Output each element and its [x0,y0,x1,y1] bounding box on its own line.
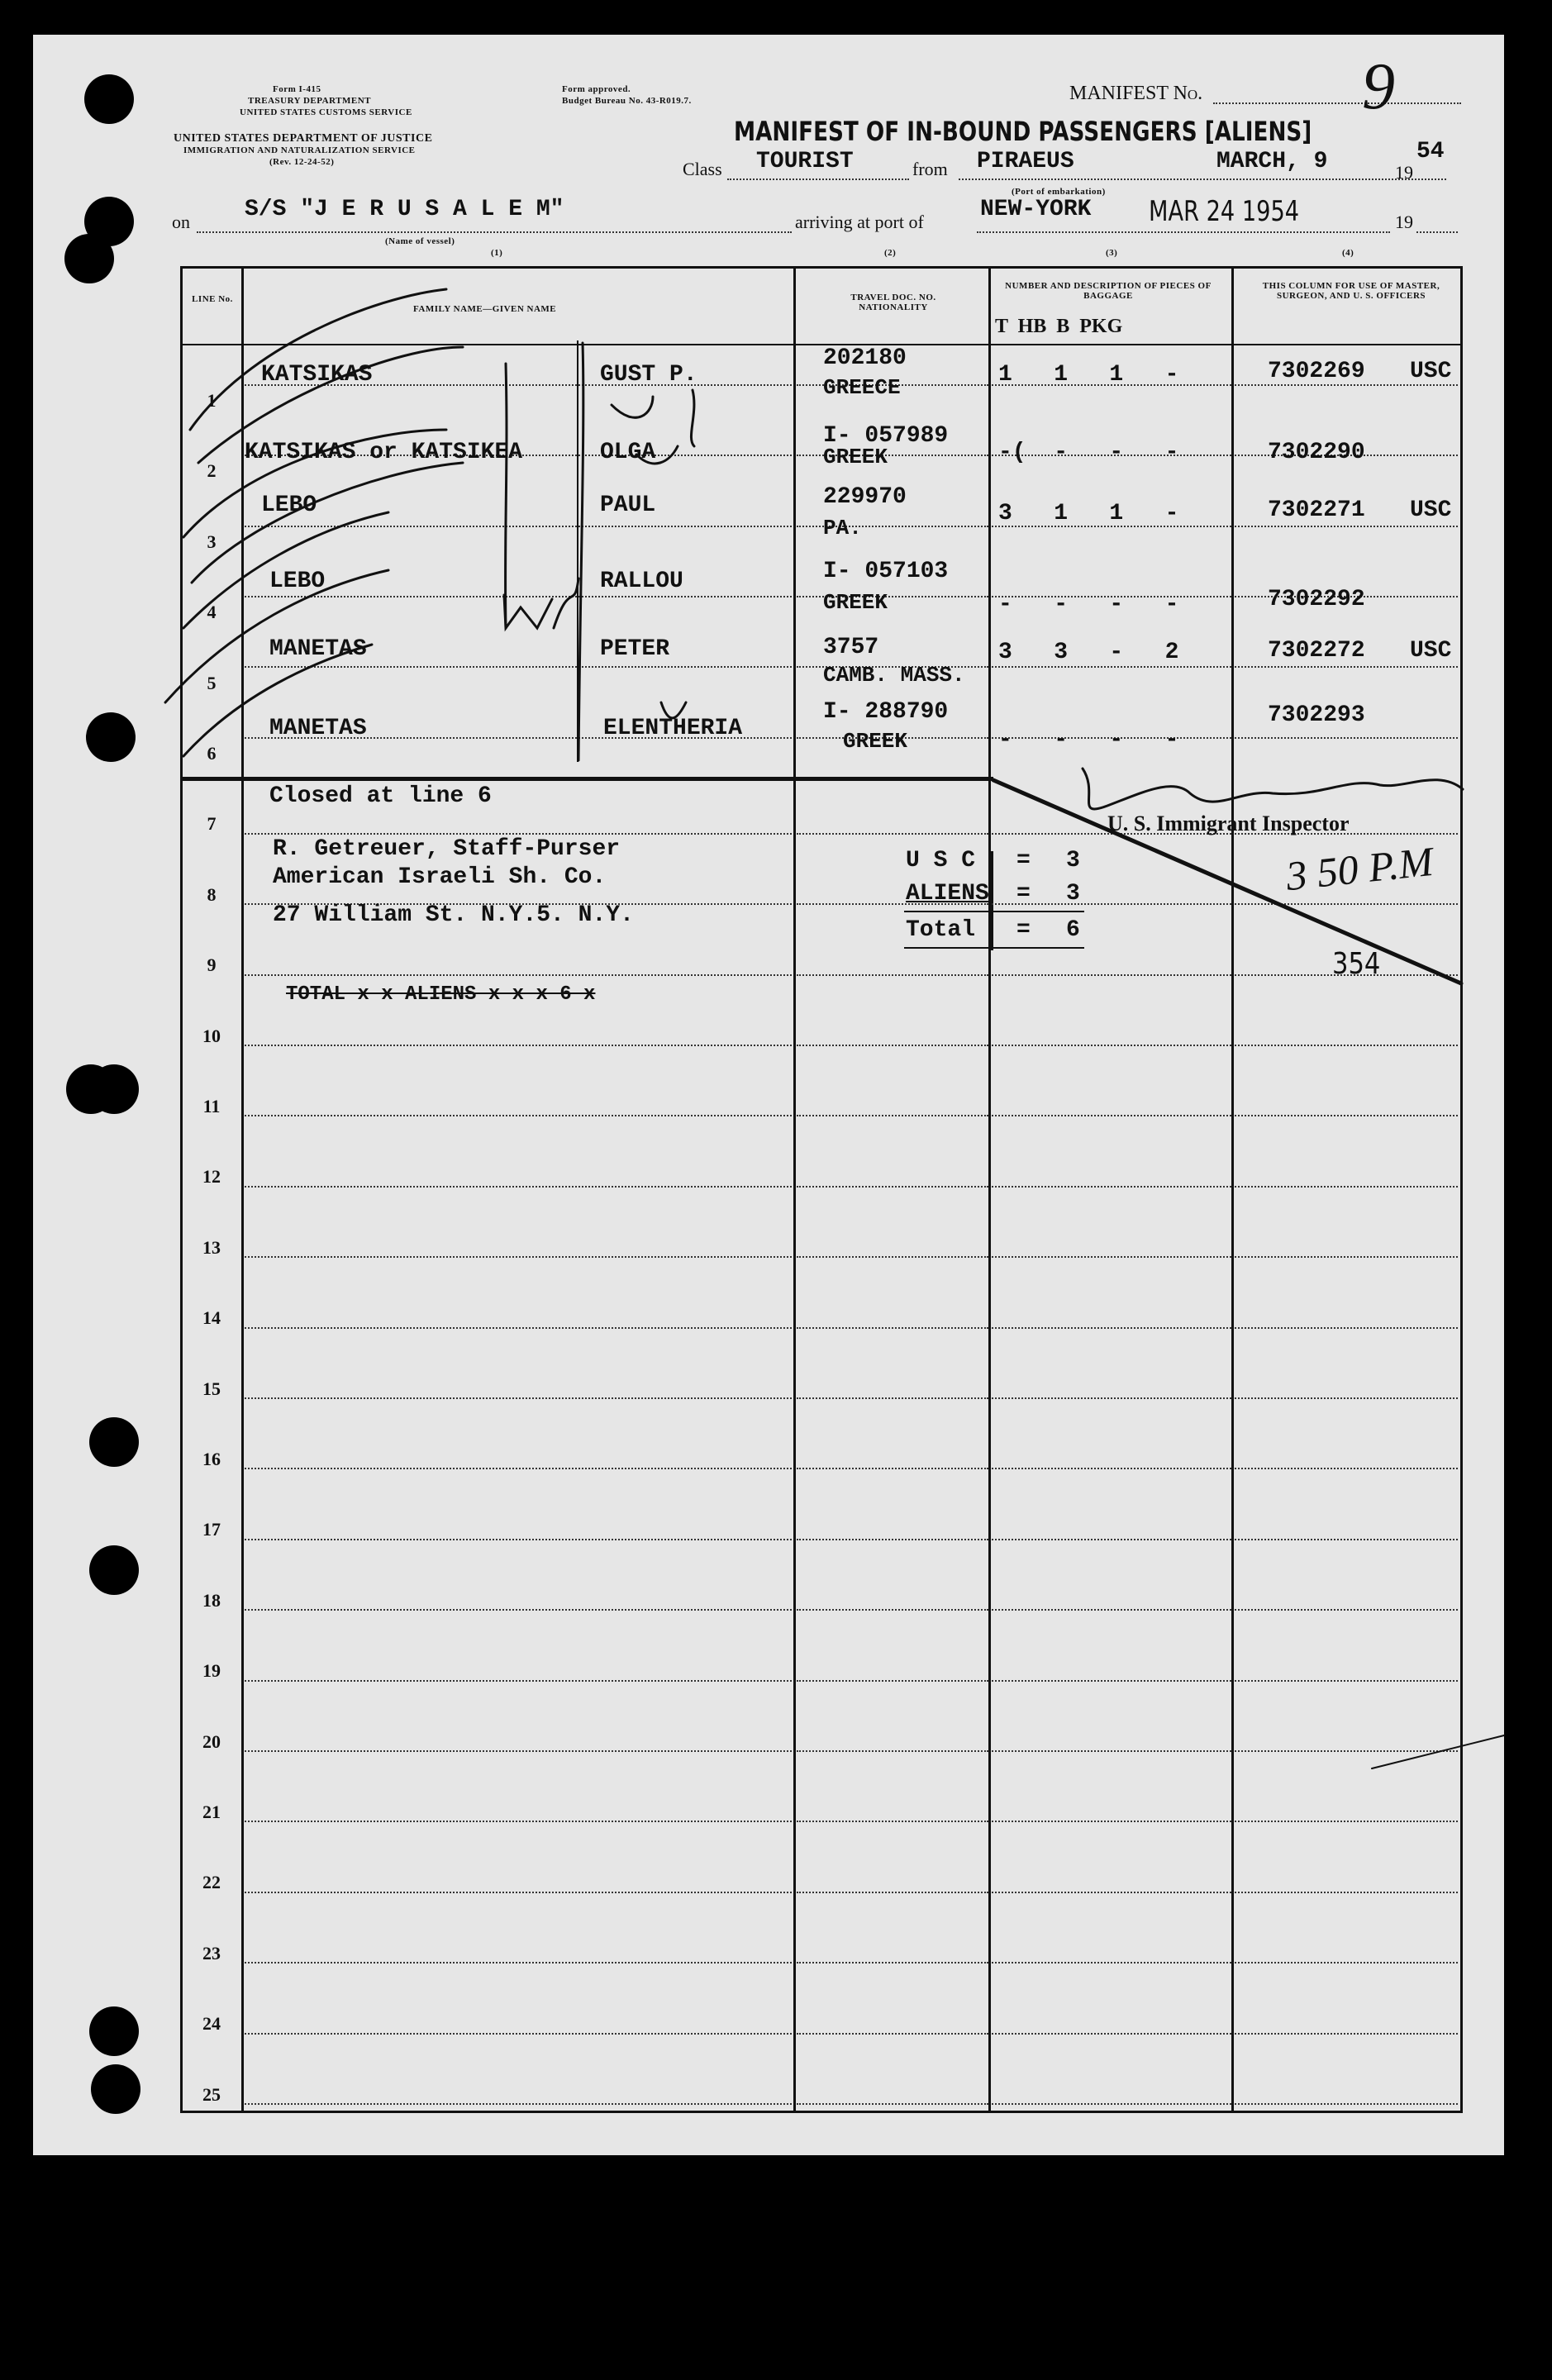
row-separator [1235,1821,1458,1822]
row-separator [245,1680,792,1682]
vessel-caption: (Name of vessel) [385,236,455,246]
row-separator [245,1397,792,1399]
line-number: 18 [202,1589,221,1611]
row-separator [1235,1327,1458,1329]
arrival-year-prefix: 19 [1395,212,1413,232]
row-separator [1235,903,1458,905]
company-address: 27 William St. N.Y.5. N.Y. [273,902,634,928]
baggage-count: 3 3 - 2 [998,640,1179,665]
row-separator [1235,526,1458,527]
budget-bureau: Budget Bureau No. 43-R019.7. [562,96,692,106]
officer-number: 7302292 [1268,587,1365,612]
row-separator [1235,1539,1458,1540]
citizen-status: USC [1410,359,1452,384]
line-number: 24 [202,2013,221,2035]
arrival-date-stamp: MAR 24 1954 [1149,195,1300,228]
from-label: from [912,159,948,179]
given-name: PETER [600,636,670,662]
baggage-subheader: T HB B PKG [995,316,1123,337]
row-separator [797,1892,988,1893]
row-separator [1235,1750,1458,1752]
row-separator [1235,1468,1458,1469]
column-number-4: (4) [1342,248,1354,258]
row-separator [1235,1115,1458,1116]
line-number: 25 [202,2083,221,2105]
family-name: MANETAS [269,636,367,662]
row-separator [992,1045,1231,1046]
form-approved: Form approved. [562,84,631,94]
row-separator [992,1750,1231,1752]
travel-doc-number: I- 288790 [823,699,949,725]
officer-number: 7302272 [1268,638,1365,664]
column-header-baggage: NUMBER AND DESCRIPTION OF PIECES OF BAGGAGE [1005,281,1212,301]
binder-hole [66,1064,116,1114]
column-number-1: (1) [491,248,503,258]
column-header-officers: THIS COLUMN FOR USE OF MASTER, SURGEON, AND U. S. OFFICERS [1262,281,1440,301]
line-number: 21 [202,1802,221,1822]
line-number: 7 [207,813,217,835]
total-count: 6 [1066,917,1080,943]
row-separator [797,974,988,976]
port-embark-caption: (Port of embarkation) [1012,187,1106,197]
officer-number: 7302290 [1268,440,1365,465]
citizen-status: USC [1410,638,1452,664]
travel-doc-number: I- 057989 [823,423,949,449]
row-separator [245,833,792,835]
struck-total: TOTAL x x ALIENS x x x 6 x [286,983,596,1006]
row-separator [245,974,792,976]
arrival-port: NEW-YORK [980,197,1092,222]
line-number: 2 [207,460,217,482]
binder-hole [91,2064,140,2114]
line-number: 13 [202,1236,221,1258]
row-separator [992,974,1231,976]
column-header-line-no: LINE No. [192,294,233,304]
line-number: 5 [207,672,217,693]
line-number: 23 [202,1942,221,1963]
total-label: Total [906,917,976,943]
travel-doc-number: 202180 [823,345,907,371]
aliens-label: ALIENS [906,881,989,907]
family-name: MANETAS [269,716,367,741]
binder-hole [86,712,136,762]
vessel-name: S/S "J E R U S A L E M" [245,197,564,222]
nationality: GREEK [823,590,888,615]
line-number: 19 [202,1660,221,1682]
row-separator [245,1821,792,1822]
row-separator [992,1397,1231,1399]
row-separator [245,1539,792,1540]
row-separator [245,1892,792,1893]
line-number: 4 [207,602,217,623]
row-separator [1235,2033,1458,2035]
row-separator [797,1539,988,1540]
baggage-count: - - - - [998,592,1179,617]
inspector-title: U. S. Immigrant Inspector [1107,812,1350,835]
row-separator [992,666,1231,668]
row-separator [1235,1962,1458,1963]
line-number: 11 [202,1096,221,1116]
arriving-label: arriving at port of [795,212,924,232]
row-separator [797,1468,988,1469]
row-separator [245,1609,792,1611]
row-separator [797,1609,988,1611]
nationality: GREECE [823,375,901,400]
row-separator [245,1256,792,1258]
row-separator [245,1327,792,1329]
line-number: 1 [207,390,217,411]
row-separator [1235,1609,1458,1611]
line-number: 12 [202,1166,221,1188]
row-separator [797,833,988,835]
row-separator [797,2033,988,2035]
nationality: CAMB. MASS. [823,663,965,688]
treasury-dept: TREASURY DEPARTMENT [248,96,371,106]
travel-doc-number: I- 057103 [823,559,949,584]
given-name: OLGA [600,440,656,465]
row-separator [992,2033,1231,2035]
travel-doc-number: 3757 [823,635,879,660]
usc-equals: = [1016,848,1031,873]
row-separator [992,2103,1231,2105]
total-equals: = [1016,917,1031,943]
baggage-count: 1 1 1 - [998,362,1179,388]
nationality: PA. [823,516,862,540]
citizen-status: USC [1410,497,1452,523]
binder-hole [64,234,114,283]
column-number-3: (3) [1106,248,1118,258]
class-label: Class [683,159,722,179]
row-separator [245,2033,792,2035]
row-separator [992,1256,1231,1258]
given-name: PAUL [600,493,656,518]
reference-number: 354 [1332,947,1381,981]
form-number: Form I-415 [273,84,321,94]
family-name: KATSIKAS [261,362,373,388]
row-separator [797,1750,988,1752]
row-separator [245,1962,792,1963]
row-separator [1235,1045,1458,1046]
row-separator [797,1115,988,1116]
given-name: GUST P. [600,362,697,388]
row-separator [992,1680,1231,1682]
officer-number: 7302269 [1268,359,1365,384]
column-number-2: (2) [884,248,897,258]
officer-number: 7302293 [1268,702,1365,728]
binder-hole [84,74,134,124]
ins-service: IMMIGRATION AND NATURALIZATION SERVICE [183,145,416,155]
baggage-count: -( - - - [998,440,1179,465]
column-header-name: FAMILY NAME—GIVEN NAME [413,304,557,314]
row-separator [992,1327,1231,1329]
row-separator [1235,1892,1458,1893]
line-number: 9 [207,954,217,976]
row-separator [797,1680,988,1682]
line-number: 14 [202,1307,221,1329]
row-separator [1235,1186,1458,1188]
page-title: MANIFEST OF IN-BOUND PASSENGERS [ALIENS] [734,116,1312,147]
row-separator [245,1750,792,1752]
binder-hole [89,1545,139,1595]
officer-number: 7302271 [1268,497,1365,523]
shipping-company: American Israeli Sh. Co. [273,864,607,890]
row-separator [245,2103,792,2105]
year-prefix: 19 [1395,162,1413,183]
given-name: ELENTHERIA [603,716,743,741]
aliens-count: 3 [1066,881,1080,907]
row-separator [797,1186,988,1188]
line-number: 10 [202,1025,221,1046]
travel-doc-number: 229970 [823,484,907,510]
row-separator [245,1186,792,1188]
row-separator [245,666,792,668]
row-separator [1235,2103,1458,2105]
row-separator [992,1892,1231,1893]
year-value: 54 [1416,139,1445,164]
row-separator [245,1045,792,1046]
line-number: 3 [207,531,217,552]
family-name: KATSIKAS or KATSIKEA [245,440,523,465]
row-separator [1235,1397,1458,1399]
row-separator [1235,737,1458,739]
purser-name: R. Getreuer, Staff-Purser [273,836,621,862]
row-separator [992,1821,1231,1822]
row-separator [797,2103,988,2105]
nationality: GREEK [843,729,908,754]
family-name: LEBO [261,493,317,518]
justice-dept: UNITED STATES DEPARTMENT OF JUSTICE [174,132,433,145]
baggage-count: 3 1 1 - [998,501,1179,526]
row-separator [245,1468,792,1469]
baggage-count: - - - - [998,727,1179,753]
usc-label: U S C [906,848,976,873]
line-number: 6 [207,743,217,764]
date-value: MARCH, 9 [1216,149,1328,174]
revision-date: (Rev. 12-24-52) [269,157,335,167]
line-number: 22 [202,1872,221,1893]
row-separator [245,596,792,597]
row-separator [992,1186,1231,1188]
time-note: 3 50 P.M [1283,837,1435,900]
row-separator [1235,666,1458,668]
row-separator [797,1821,988,1822]
row-separator [992,1962,1231,1963]
line-number: 8 [207,883,217,905]
binder-hole [89,2006,139,2056]
usc-count: 3 [1066,848,1080,873]
row-separator [245,526,792,527]
customs-service: UNITED STATES CUSTOMS SERVICE [240,107,412,117]
row-separator [992,1115,1231,1116]
row-separator [797,1045,988,1046]
nationality: GREEK [823,445,888,469]
row-separator [992,1609,1231,1611]
row-separator [1235,1680,1458,1682]
row-separator [797,1397,988,1399]
row-separator [797,1256,988,1258]
manifest-no-label: MANIFEST No. [1069,83,1203,104]
line-number: 16 [202,1449,221,1469]
row-separator [1235,1256,1458,1258]
manifest-sheet [33,35,1504,2155]
on-label: on [172,212,190,232]
class-value: TOURIST [756,149,854,174]
row-separator [992,1539,1231,1540]
binder-hole [89,1417,139,1467]
aliens-equals: = [1016,881,1031,907]
from-value: PIRAEUS [977,149,1074,174]
line-number: 17 [202,1519,221,1540]
given-name: RALLOU [600,569,683,594]
line-number: 20 [202,1730,221,1752]
column-header-travel-doc: TRAVEL DOC. NO. NATIONALITY [850,293,936,312]
closed-at-line: Closed at line 6 [269,783,492,809]
row-separator [797,1962,988,1963]
row-separator [245,1115,792,1116]
family-name: LEBO [269,569,326,594]
manifest-no-value: 9 [1362,50,1395,123]
row-separator [992,1468,1231,1469]
row-separator [797,1327,988,1329]
line-number: 15 [202,1378,221,1399]
